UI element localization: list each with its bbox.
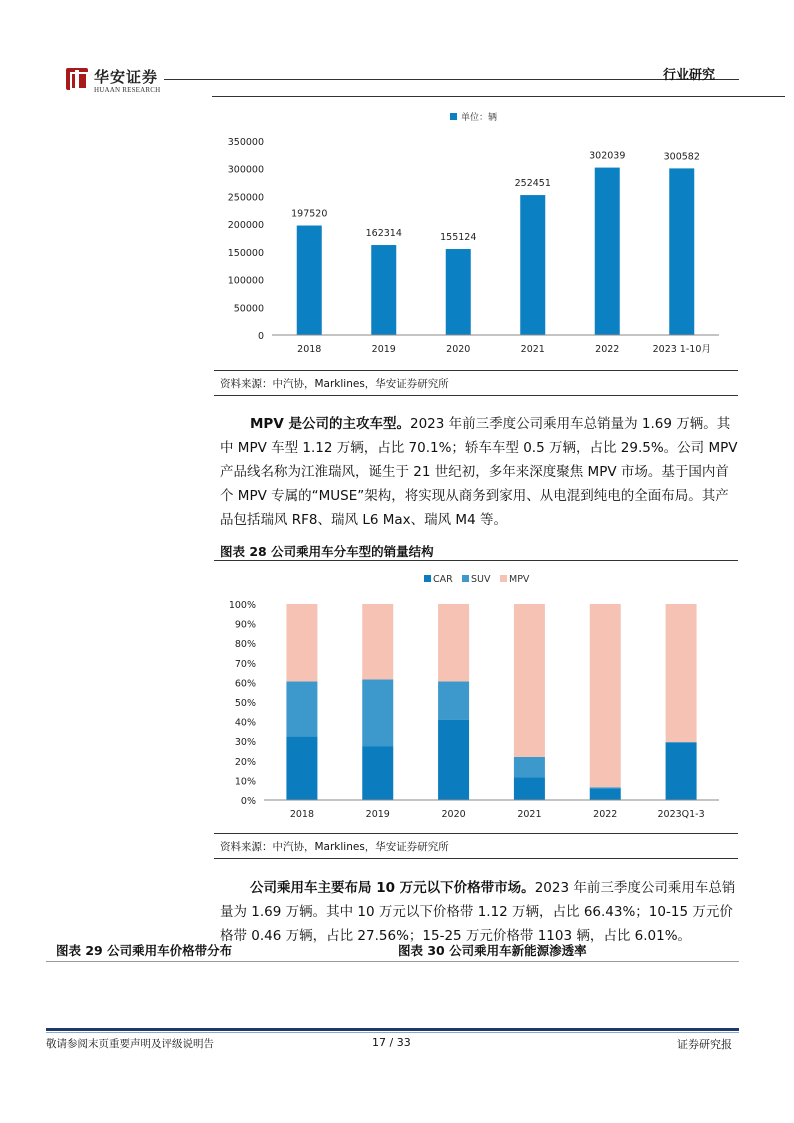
chart1-data-label: 155124 — [440, 232, 477, 244]
chart2-legend-swatch — [424, 575, 431, 582]
chart2-legend-swatch — [462, 575, 469, 582]
paragraph-price-band — [220, 876, 740, 948]
figure-29-title: 图表 29 公司乘用车价格带分布 — [56, 943, 233, 958]
chart1-top-rule — [214, 370, 738, 371]
chart2-ytick-label: 10% — [234, 776, 256, 788]
chart2-ytick-label: 100% — [228, 600, 256, 611]
chart2-bar-segment-mpv — [286, 604, 317, 681]
footer-divider — [46, 1028, 739, 1031]
chart1-ytick-label: 100000 — [227, 275, 264, 287]
chart2-ytick-label: 80% — [234, 639, 256, 651]
chart2-bar-segment-suv — [590, 787, 621, 788]
model-mix-stacked-chart — [214, 566, 734, 828]
paragraph-mpv-lead: MPV 是公司的主攻车型。 — [250, 416, 410, 432]
chart1-ytick-label: 0 — [257, 331, 264, 342]
footer-disclaimer: 敬请参阅末页重要声明及评级说明告 — [46, 1038, 214, 1050]
chart2-legend-label: CAR — [433, 574, 453, 585]
chart2-bar-segment-suv — [286, 681, 317, 736]
paragraph-price-lead: 公司乘用车主要布局 10 万元以下价格带市场。 — [250, 880, 535, 896]
chart2-bar-segment-suv — [362, 679, 393, 746]
chart1-data-label: 197520 — [291, 208, 328, 220]
chart1-legend-swatch — [450, 113, 457, 120]
chart1-ytick-label: 50000 — [233, 303, 264, 315]
chart1-ytick-label: 200000 — [227, 220, 264, 232]
chart2-bar-segment-mpv — [362, 604, 393, 679]
chart2-legend-swatch — [500, 575, 507, 582]
logo-text: 华安证券 — [94, 68, 159, 86]
chart2-bar-segment-car — [514, 777, 545, 800]
figure-28-top-rule — [214, 560, 738, 561]
chart2-bar-segment-mpv — [514, 604, 545, 757]
chart2-bar-segment-mpv — [590, 604, 621, 787]
chart2-bar-segment-mpv — [438, 604, 469, 681]
chart1-xtick-label: 2018 — [297, 344, 322, 355]
chart2-xtick-label: 2019 — [365, 809, 390, 820]
chart1-source: 资料来源：中汽协，Marklines，华安证券研究所 — [220, 378, 449, 390]
chart2-bar-segment-car — [438, 720, 469, 800]
footer-divider-thin — [46, 1032, 739, 1033]
chart1-bar — [371, 245, 396, 335]
chart2-ytick-label: 0% — [240, 796, 256, 807]
chart1-ytick-label: 250000 — [227, 192, 264, 204]
chart1-bottom-rule — [214, 395, 738, 396]
chart1-xtick-label: 2023 1-10月 — [652, 344, 711, 355]
chart2-ytick-label: 50% — [234, 698, 256, 709]
chart1-bar — [446, 249, 471, 335]
chart2-bar-segment-car — [362, 746, 393, 800]
chart2-source-rule — [214, 858, 738, 859]
chart1-ytick-label: 150000 — [227, 247, 264, 259]
paragraph-mpv — [220, 412, 740, 532]
chart2-xtick-label: 2021 — [517, 809, 542, 820]
chart1-data-label: 302039 — [589, 150, 626, 162]
chart2-ytick-label: 20% — [234, 756, 256, 768]
chart2-source: 资料来源：中汽协，Marklines，华安证券研究所 — [220, 841, 449, 853]
chart1-xtick-label: 2020 — [446, 344, 471, 355]
header-divider-lower — [212, 96, 785, 97]
chart2-legend-label: MPV — [509, 574, 530, 585]
chart2-xtick-label: 2022 — [593, 809, 618, 820]
figure-28-title: 图表 28 公司乘用车分车型的销量结构 — [220, 544, 434, 559]
page-number: 17 / 33 — [372, 1036, 411, 1049]
chart2-ytick-label: 60% — [234, 678, 256, 690]
chart1-data-label: 300582 — [663, 151, 700, 163]
chart2-xtick-label: 2023Q1-3 — [657, 809, 705, 820]
chart1-ytick-label: 300000 — [227, 164, 264, 176]
chart2-xtick-label: 2020 — [441, 809, 466, 820]
chart1-legend-label: 单位：辆 — [461, 113, 498, 123]
chart1-data-label: 162314 — [365, 228, 402, 240]
chart1-xtick-label: 2021 — [520, 344, 545, 355]
figure-30-title: 图表 30 公司乘用车新能源渗透率 — [398, 943, 587, 958]
chart1-bar — [669, 168, 694, 335]
footer-report-type: 证券研究报 — [677, 1038, 732, 1051]
chart2-bar-segment-suv — [514, 757, 545, 778]
chart2-ytick-label: 70% — [234, 658, 256, 670]
chart2-bar-segment-car — [286, 736, 317, 800]
page-header — [46, 64, 739, 98]
chart2-bar-segment-suv — [438, 681, 469, 719]
header-divider — [164, 79, 739, 80]
chart2-ytick-label: 30% — [234, 737, 256, 749]
chart1-bar — [595, 168, 620, 335]
chart1-xtick-label: 2022 — [595, 344, 620, 355]
paragraph-mpv-body: 2023 年前三季度公司乘用车总销量为 1.69 万辆。其中 MPV 车型 1.12 万辆，占比 70.1%；轿车车型 0.5 万辆，占比 29.5%。公司 MPV 产品线名称为江淮瑞风，诞生于 21 世纪初，多年来深度聚焦 MPV 市场。基于国内首个 MPV 专属的“MUSE”架构，将实现从商务到家用、从电混到纯电的全面布局。其产品包括瑞风 RF8、瑞风 L6 Max、瑞风 M4 等。 — [220, 416, 738, 528]
chart2-ytick-label: 40% — [234, 717, 256, 729]
chart2-ytick-label: 90% — [234, 619, 256, 631]
section-title: 行业研究 — [662, 68, 715, 83]
chart1-xtick-label: 2019 — [371, 344, 396, 355]
annual-sales-bar-chart — [214, 105, 734, 360]
chart2-bar-segment-car — [590, 788, 621, 800]
chart1-data-label: 252451 — [514, 178, 551, 190]
chart1-bar — [520, 195, 545, 335]
chart2-bar-segment-mpv — [666, 604, 697, 742]
logo-subtext: HUAAN RESEARCH — [94, 86, 161, 94]
chart2-bottom-rule — [214, 833, 738, 834]
paragraph-price-body: 2023 年前三季度公司乘用车总销量为 1.69 万辆。其中 10 万元以下价格带 1.12 万辆，占比 66.43%；10-15 万元价格带 0.46 万辆，占比 27.56%；15-25 万元价格带 1103 辆，占比 6.01%。 — [220, 880, 736, 944]
chart2-bar-segment-car — [666, 742, 697, 800]
huaan-logo-icon — [66, 68, 88, 90]
chart2-legend-label: SUV — [471, 574, 491, 585]
chart1-ytick-label: 350000 — [227, 137, 264, 148]
figure-29-30-rule — [46, 961, 739, 962]
chart1-bar — [297, 226, 322, 335]
chart1-legend — [450, 111, 497, 123]
chart2-xtick-label: 2018 — [289, 809, 315, 820]
